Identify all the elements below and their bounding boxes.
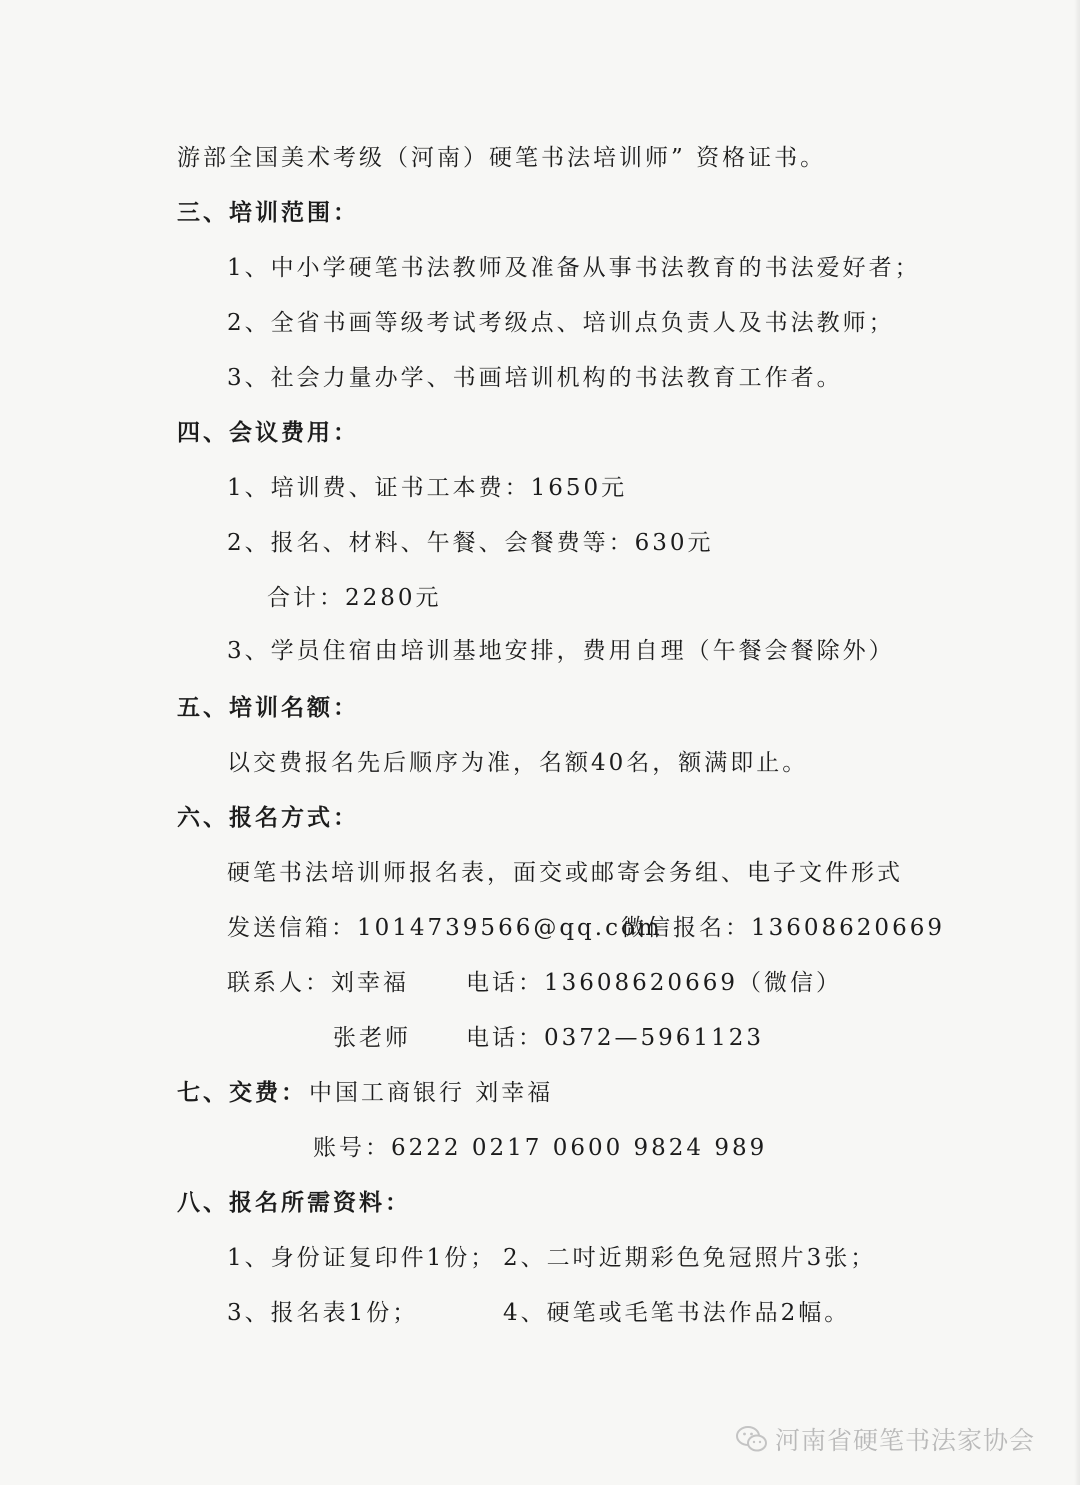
carryover-line: 游部全国美术考级（河南）硬笔书法培训师” 资格证书。 <box>177 145 827 171</box>
contact-2-name: 张老师 <box>333 1025 411 1051</box>
watermark <box>735 1421 1035 1457</box>
section-8-item-4: 4、硬笔或毛笔书法作品2幅。 <box>503 1300 851 1326</box>
contact-2-phone: 电话：0372—5961123 <box>466 1025 764 1051</box>
section-6-wechat: 微信报名：13608620669 <box>621 915 945 941</box>
section-4-item-2: 2、报名、材料、午餐、会餐费等：630元 <box>227 530 714 556</box>
section-4-item-3: 3、学员住宿由培训基地安排，费用自理（午餐会餐除外） <box>227 638 895 664</box>
section-3-item-1: 1、中小学硬笔书法教师及准备从事书法教育的书法爱好者； <box>227 255 921 281</box>
section-7-account: 账号：6222 0217 0600 9824 989 <box>313 1135 768 1161</box>
section-8-item-3: 3、报名表1份； <box>227 1300 419 1326</box>
section-6-email: 发送信箱：1014739566@qq.com <box>227 915 663 941</box>
section-5-text: 以交费报名先后顺序为准，名额40名，额满即止。 <box>227 750 809 776</box>
section-8-item-2: 2、二吋近期彩色免冠照片3张； <box>503 1245 877 1271</box>
section-8-heading: 八、报名所需资料： <box>177 1189 411 1216</box>
section-3-heading: 三、培训范围： <box>177 199 359 226</box>
section-8-item-1: 1、身份证复印件1份； <box>227 1245 497 1271</box>
contact-1-phone: 电话：13608620669（微信） <box>466 970 842 996</box>
page-edge-shadow <box>1074 0 1080 1485</box>
section-5-heading: 五、培训名额： <box>177 694 359 721</box>
section-4-heading: 四、会议费用： <box>177 419 359 446</box>
section-4-total: 合计：2280元 <box>267 585 442 611</box>
section-6-line-1: 硬笔书法培训师报名表，面交或邮寄会务组、电子文件形式 <box>227 860 903 886</box>
section-4-item-1: 1、培训费、证书工本费：1650元 <box>227 475 628 501</box>
contact-1-name: 联系人：刘幸福 <box>227 970 409 996</box>
section-7-bank: 中国工商银行 刘幸福 <box>309 1080 554 1106</box>
section-3-item-3: 3、社会力量办学、书画培训机构的书法教育工作者。 <box>227 365 843 391</box>
section-7-heading: 七、交费： <box>177 1079 307 1106</box>
section-6-heading: 六、报名方式： <box>177 804 359 831</box>
wechat-icon <box>735 1424 769 1454</box>
section-3-item-2: 2、全省书画等级考试考级点、培训点负责人及书法教师； <box>227 310 895 336</box>
watermark-text: 河南省硬笔书法家协会 <box>775 1426 1036 1455</box>
